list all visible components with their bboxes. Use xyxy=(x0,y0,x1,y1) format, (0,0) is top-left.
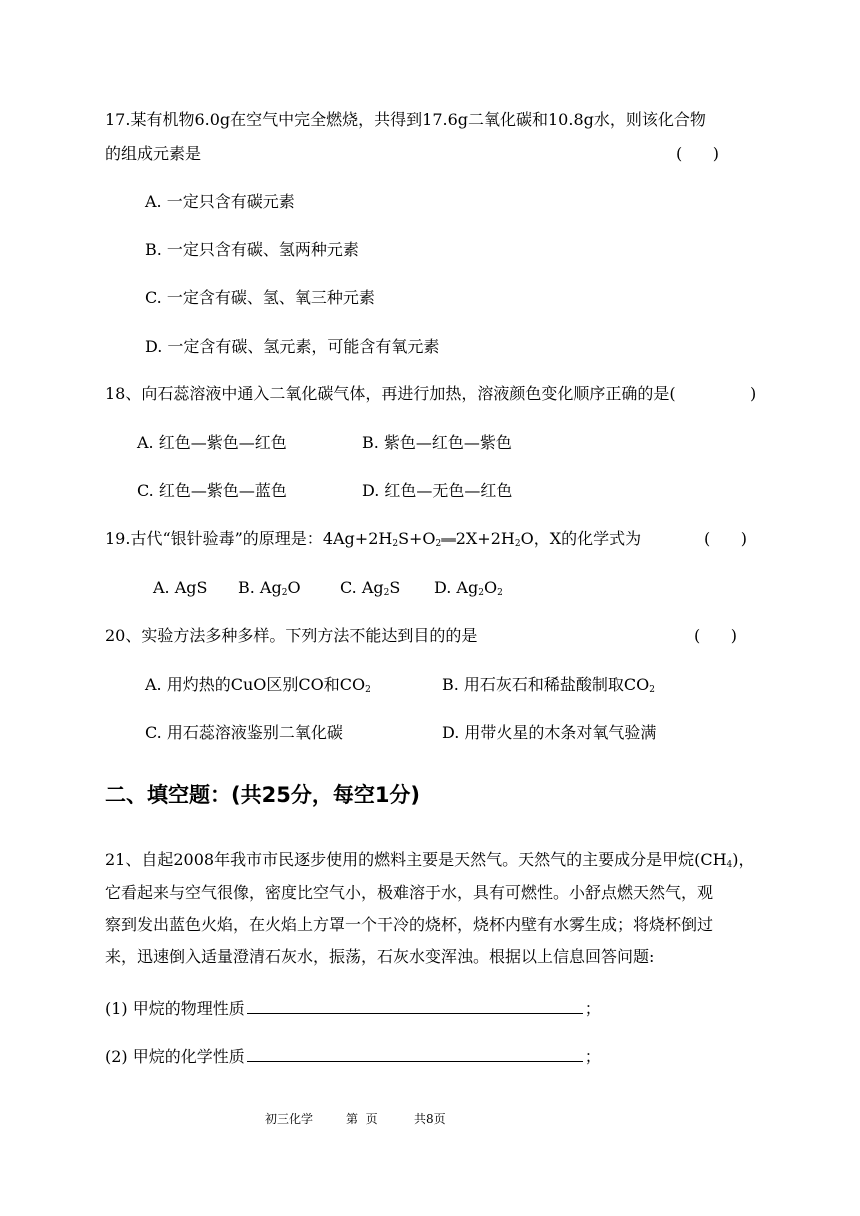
q19-stem-prefix: 19.古代“银针验毒”的原理是： xyxy=(105,529,323,548)
q17-stem-line2: 的组成元素是 xyxy=(105,144,202,163)
q20-option-a: A. 用灼热的CuO区别CO和$CO_2$ xyxy=(145,675,371,695)
q19-option-b: B. $Ag_2O$ xyxy=(238,578,301,598)
q18-option-d: D. 红色—无色—红色 xyxy=(362,481,513,500)
q21-sub1: (1) 甲烷的物理性质 ； xyxy=(105,999,601,1018)
q18-option-a: A. 红色—紫色—红色 xyxy=(137,433,287,452)
q21-sub1-blank[interactable] xyxy=(247,997,583,1014)
q19-stem xyxy=(105,529,641,554)
footer-total-pages: 共8页 xyxy=(414,1112,446,1126)
q21-sub2: (2) 甲烷的化学性质 ； xyxy=(105,1047,601,1066)
q20-option-c: C. 用石蕊溶液鉴别二氧化碳 xyxy=(145,723,343,742)
q20-answer-paren: ( ) xyxy=(694,626,737,645)
q21-line4: 来，迅速倒入适量澄清石灰水，振荡，石灰水变浑浊。根据以上信息回答问题: xyxy=(105,947,655,966)
q19-option-a: A. AgS xyxy=(153,578,208,597)
q18-answer-paren-close: ) xyxy=(750,384,757,403)
q21-sub2-label: (2) 甲烷的化学性质 xyxy=(105,1047,245,1066)
q21-line3: 察到发出蓝色火焰，在火焰上方罩一个干冷的烧杯，烧杯内壁有水雾生成；将烧杯倒过 xyxy=(105,915,714,934)
q17-option-c: C. 一定含有碳、氢、氧三种元素 xyxy=(145,288,375,307)
q17-option-a: A. 一定只含有碳元素 xyxy=(145,192,295,211)
q20-option-b: B. 用石灰石和稀盐酸制取$CO_2$ xyxy=(442,675,656,695)
q19-answer-paren: ( ) xyxy=(704,529,747,548)
q17-option-b: B. 一定只含有碳、氢两种元素 xyxy=(145,240,359,259)
q20-option-d: D. 用带火星的木条对氧气验满 xyxy=(442,723,657,742)
q19-option-d: D. $Ag_2O_2$ xyxy=(434,578,503,598)
q20-stem: 20、实验方法多种多样。下列方法不能达到目的的是 xyxy=(105,626,478,645)
q21-line2: 它看起来与空气很像，密度比空气小，极难溶于水，具有可燃性。小舒点燃天然气，观 xyxy=(105,883,714,902)
q21-sub1-label: (1) 甲烷的物理性质 xyxy=(105,999,245,1018)
q17-answer-paren: ( ) xyxy=(676,144,719,163)
footer-subject: 初三化学 xyxy=(265,1112,314,1126)
q18-stem: 18、向石蕊溶液中通入二氧化碳气体，再进行加热，溶液颜色变化顺序正确的是( xyxy=(105,384,676,403)
section-2-heading: 二、填空题：(共25分，每空1分) xyxy=(105,783,421,807)
q19-option-c: C. $Ag_2S$ xyxy=(340,578,401,598)
footer-page-number: 第 页 xyxy=(346,1112,378,1126)
q18-option-c: C. 红色—紫色—蓝色 xyxy=(137,481,287,500)
q18-option-b: B. 紫色—红色—紫色 xyxy=(362,433,512,452)
q19-equation: $4Ag+2H_2S+O_2══2X+2H_2O$，X的化学式为 xyxy=(322,529,642,549)
q21-sub2-blank[interactable] xyxy=(247,1045,583,1062)
q17-option-d: D. 一定含有碳、氢元素，可能含有氧元素 xyxy=(145,337,440,356)
q21-line1: 21、自起2008年我市市民逐步使用的燃料主要是天然气。天然气的主要成分是甲烷$(CH_4)$， xyxy=(105,850,755,870)
q17-stem-line1: 17.某有机物6.0g在空气中完全燃烧，共得到17.6g二氧化碳和10.8g水，则该化合物 xyxy=(105,110,706,129)
